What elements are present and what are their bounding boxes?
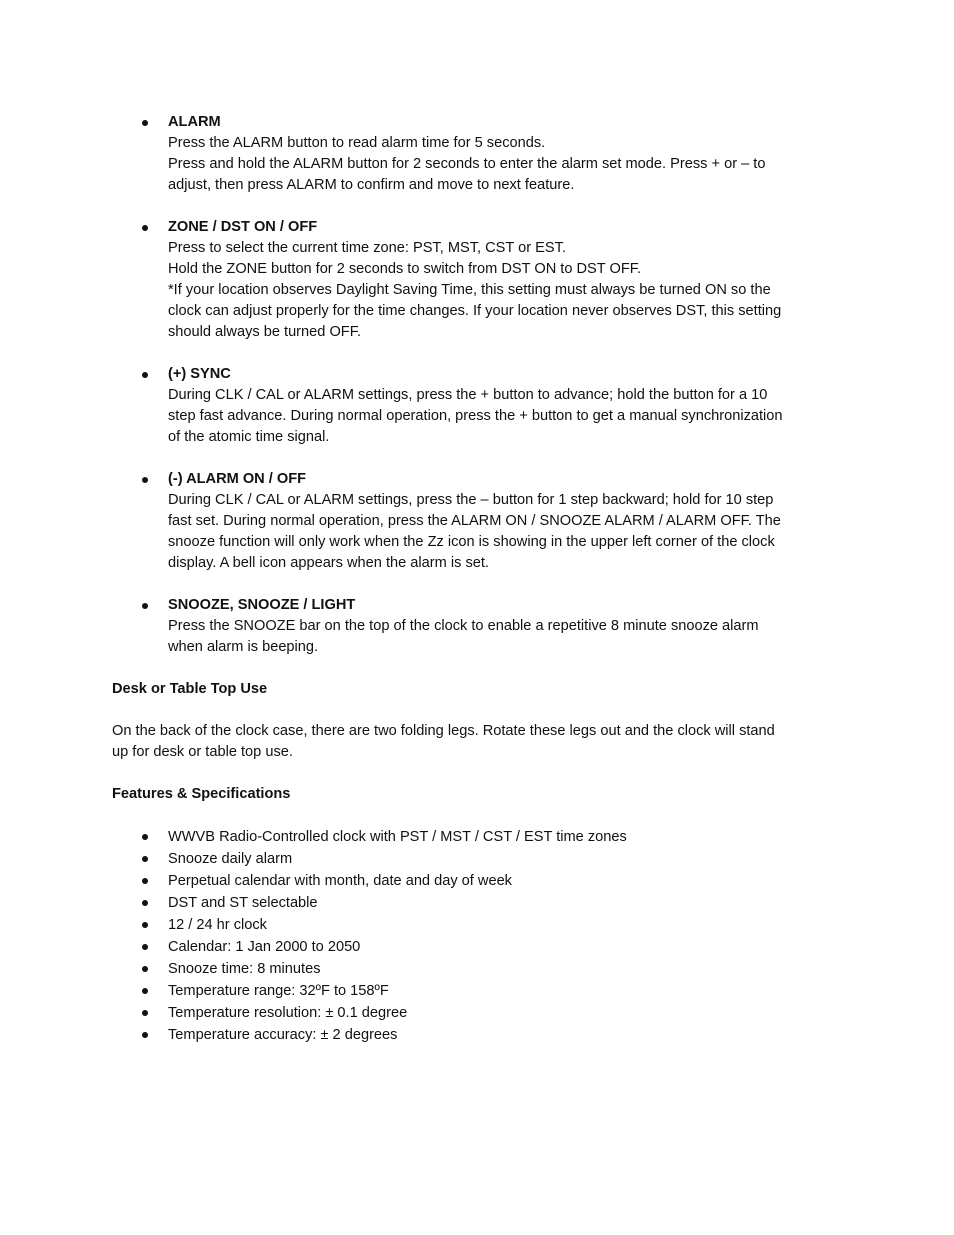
control-text: Press to select the current time zone: PST, MST, CST or EST. [168,240,566,256]
control-text: Press the SNOOZE bar on the top of the clock to enable a repetitive 8 minute snooze alarm [168,618,759,634]
control-text: when alarm is beeping. [168,639,319,655]
desk-heading: Desk or Table Top Use [112,681,268,697]
control-text: display. A bell icon appears when the alarm is set. [168,555,489,571]
feature-item: Snooze time: 8 minutes [112,958,842,980]
control-title: (+) SYNC [168,366,231,382]
control-title: (-) ALARM ON / OFF [168,471,307,487]
control-text: Press and hold the ALARM button for 2 seconds to enter the alarm set mode. Press + or – to [168,156,766,172]
controls-list [112,112,842,658]
control-item-alarm [112,112,842,196]
feature-item: WWVB Radio-Controlled clock with PST / MST / CST / EST time zones [112,826,842,848]
control-text: During CLK / CAL or ALARM settings, press the + button to advance; hold the button for a 10 [168,387,768,403]
feature-item: Temperature resolution: ± 0.1 degree [112,1002,842,1024]
feature-item: Snooze daily alarm [112,848,842,870]
desk-text: On the back of the clock case, there are two folding legs. Rotate these legs out and the clock will stand [112,723,775,739]
control-text: clock can adjust properly for the time changes. If your location never observes DST, this setting [168,303,782,319]
control-text: Press the ALARM button to read alarm time for 5 seconds. [168,135,546,151]
control-text: adjust, then press ALARM to confirm and move to next feature. [168,177,575,193]
control-text: *If your location observes Daylight Saving Time, this setting must always be turned ON so the [168,282,771,298]
control-text: Hold the ZONE button for 2 seconds to switch from DST ON to DST OFF. [168,261,642,277]
features-list [112,826,842,1046]
feature-item: 12 / 24 hr clock [112,914,842,936]
feature-item: Temperature accuracy: ± 2 degrees [112,1024,842,1046]
desk-paragraph [112,721,842,763]
control-text: of the atomic time signal. [168,429,330,445]
manual-content [112,112,842,1046]
control-title: ALARM [168,114,221,130]
control-text: snooze function will only work when the Zz icon is showing in the upper left corner of the clock [168,534,775,550]
control-item-zone [112,217,842,343]
control-item-alarm-on-off [112,469,842,574]
control-text: fast set. During normal operation, press the ALARM ON / SNOOZE ALARM / ALARM OFF. The [168,513,781,529]
features-heading: Features & Specifications [112,786,291,802]
control-text: During CLK / CAL or ALARM settings, press the – button for 1 step backward; hold for 10 step [168,492,774,508]
feature-item: Temperature range: 32ºF to 158ºF [112,980,842,1002]
control-title: ZONE / DST ON / OFF [168,219,318,235]
feature-item: Perpetual calendar with month, date and day of week [112,870,842,892]
control-text: step fast advance. During normal operation, press the + button to get a manual synchronization [168,408,783,424]
desk-text: up for desk or table top use. [112,744,293,760]
control-title: SNOOZE, SNOOZE / LIGHT [168,597,356,613]
control-text: should always be turned OFF. [168,324,362,340]
control-item-snooze [112,595,842,658]
feature-item: DST and ST selectable [112,892,842,914]
control-item-sync [112,364,842,448]
feature-item: Calendar: 1 Jan 2000 to 2050 [112,936,842,958]
